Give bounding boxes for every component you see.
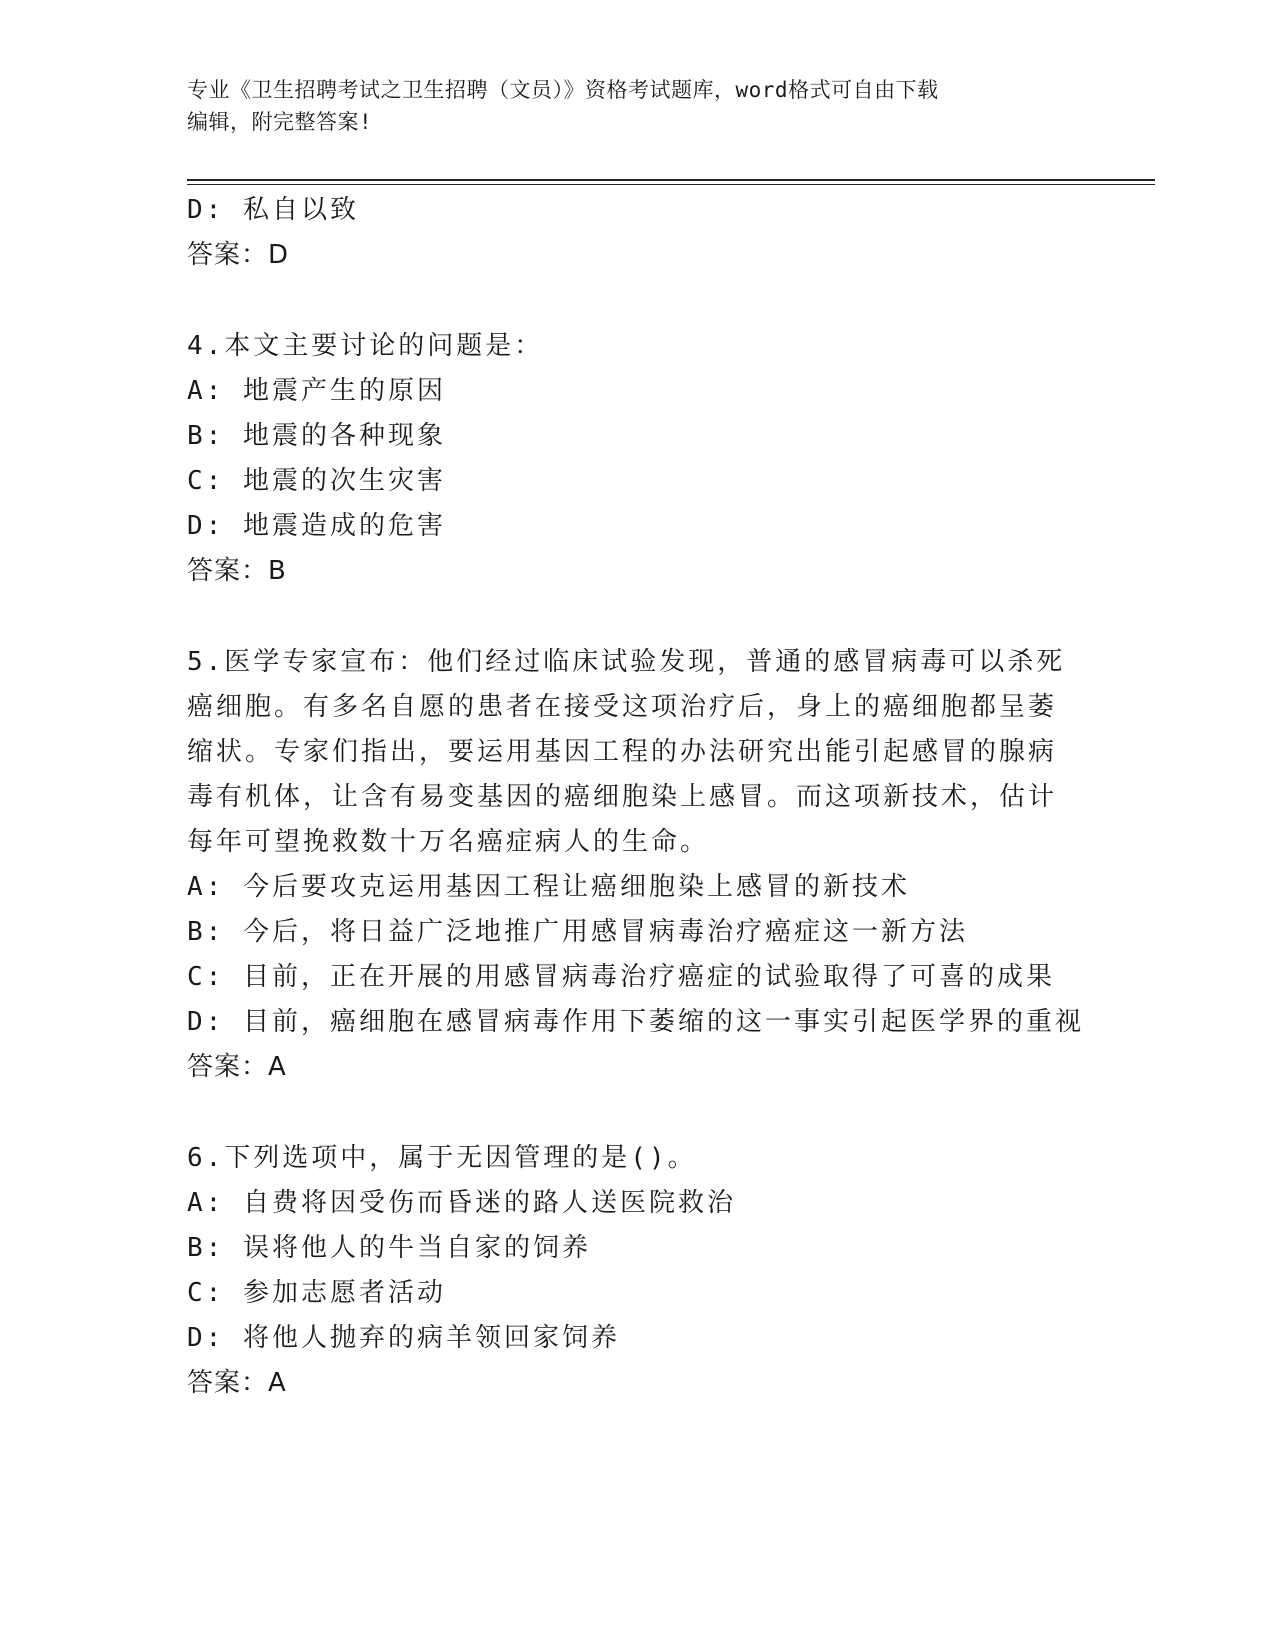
option-b: B: 今后，将日益广泛地推广用感冒病毒治疗癌症这一新方法 <box>187 917 968 947</box>
question-stem-line: 5.医学专家宣布：他们经过临床试验发现，普通的感冒病毒可以杀死 <box>187 647 1066 677</box>
header-divider-thick <box>187 179 1155 181</box>
question-content <box>187 188 1087 1406</box>
option-d: D: 将他人抛弃的病羊领回家饲养 <box>187 1323 620 1353</box>
answer-line: 答案：D <box>187 240 290 270</box>
question-6 <box>187 1136 1087 1406</box>
question-5 <box>187 640 1087 1090</box>
question-stem-line: 癌细胞。有多名自愿的患者在接受这项治疗后，身上的癌细胞都呈萎 <box>187 692 1058 722</box>
header-line-2: 编辑，附完整答案! <box>187 110 373 134</box>
answer-line: 答案：A <box>187 1368 287 1398</box>
option-a: A: 自费将因受伤而昏迷的路人送医院救治 <box>187 1188 736 1218</box>
option-d: D: 私自以致 <box>187 195 359 225</box>
option-a: A: 地震产生的原因 <box>187 376 446 406</box>
option-b: B: 地震的各种现象 <box>187 421 446 451</box>
question-stem: 6.下列选项中，属于无因管理的是()。 <box>187 1143 697 1173</box>
option-d: D: 地震造成的危害 <box>187 511 446 541</box>
question-stem-line: 缩状。专家们指出，要运用基因工程的办法研究出能引起感冒的腺病 <box>187 737 1058 767</box>
option-c: C: 地震的次生灾害 <box>187 466 446 496</box>
document-header <box>187 74 1067 138</box>
header-divider-thin <box>187 184 1155 185</box>
option-b: B: 误将他人的牛当自家的饲养 <box>187 1233 591 1263</box>
question-stem-line: 毒有机体，让含有易变基因的癌细胞染上感冒。而这项新技术，估计 <box>187 782 1058 812</box>
question-stem: 4.本文主要讨论的问题是： <box>187 331 544 361</box>
answer-line: 答案：B <box>187 556 287 586</box>
question-4 <box>187 324 1087 594</box>
header-line-1: 专业《卫生招聘考试之卫生招聘（文员）》资格考试题库，word格式可自由下载 <box>187 78 939 102</box>
question-stem-line: 每年可望挽救数十万名癌症病人的生命。 <box>187 827 710 857</box>
option-c: C: 目前，正在开展的用感冒病毒治疗癌症的试验取得了可喜的成果 <box>187 962 1055 992</box>
option-d: D: 目前，癌细胞在感冒病毒作用下萎缩的这一事实引起医学界的重视 <box>187 1007 1084 1037</box>
option-a: A: 今后要攻克运用基因工程让癌细胞染上感冒的新技术 <box>187 872 910 902</box>
answer-line: 答案：A <box>187 1052 287 1082</box>
option-c: C: 参加志愿者活动 <box>187 1278 446 1308</box>
